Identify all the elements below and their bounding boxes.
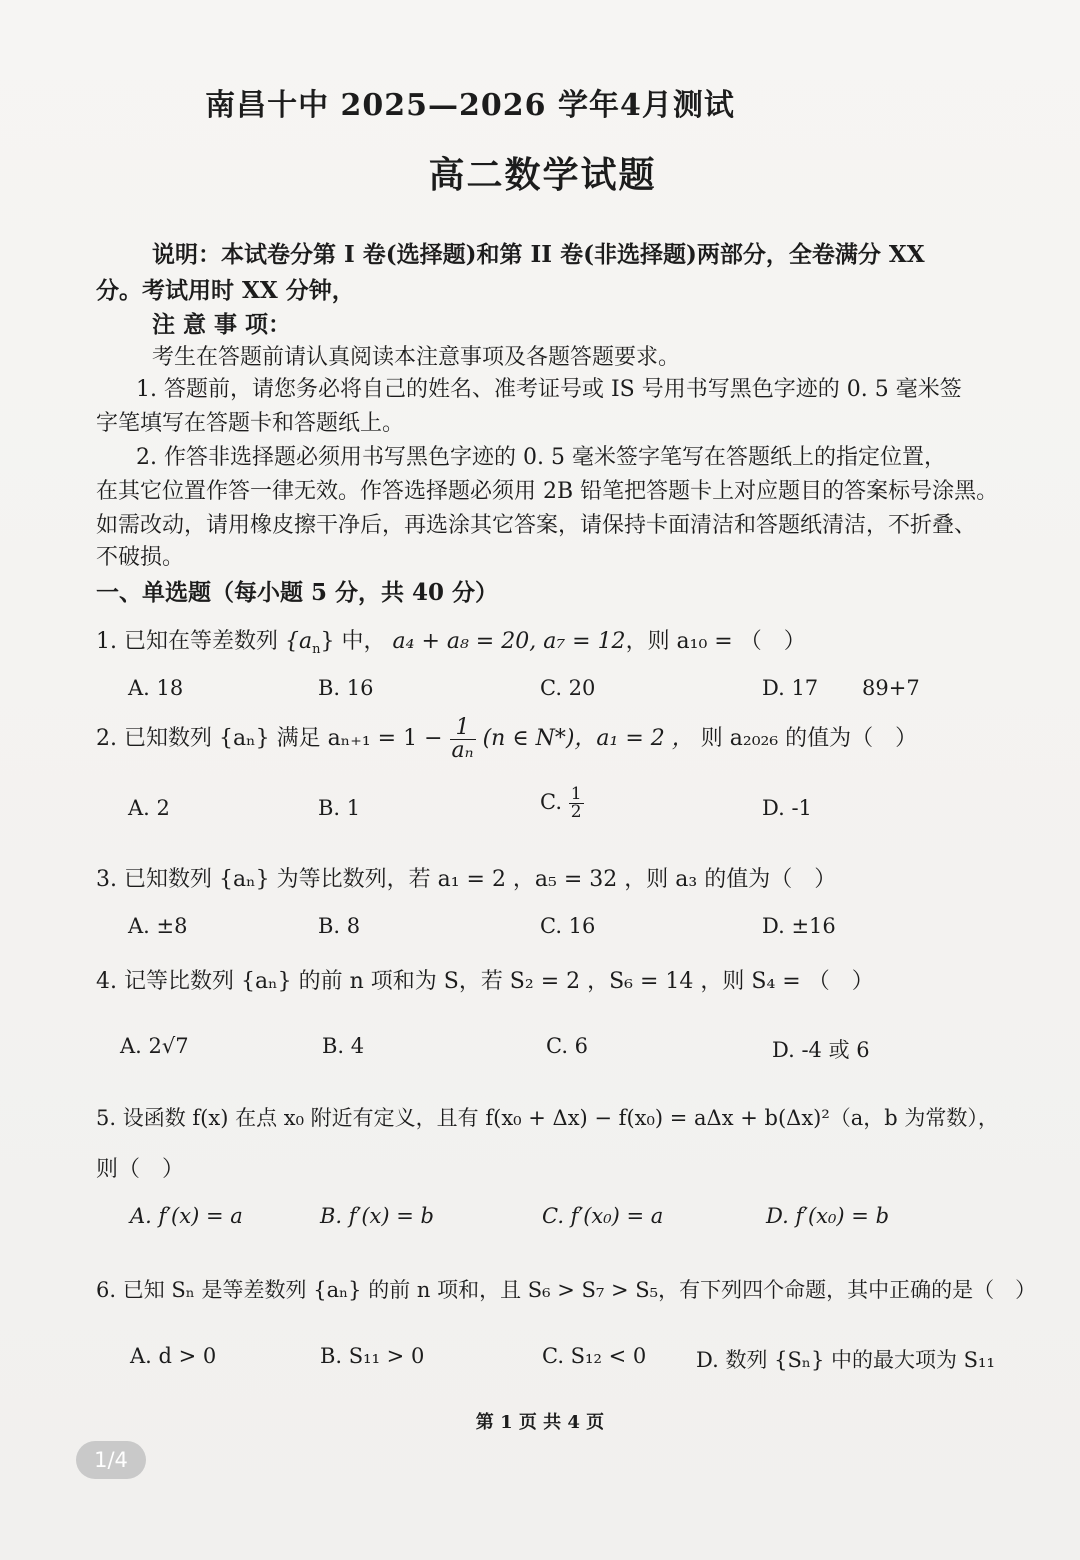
- school-line: 南昌十中 2025—2026 学年4月测试: [205, 88, 735, 123]
- question-2-tail: 则 a₂₀₂₆ 的值为（ ）: [700, 726, 918, 751]
- page-title: 高二数学试题: [428, 154, 657, 196]
- question-1-seq: {a: [285, 629, 313, 654]
- notice-item-2c: 如需改动，请用橡皮擦干净后，再选涂其它答案，请保持卡面清洁和答题纸清洁，不折叠、: [96, 513, 977, 538]
- q2-option-c: C. $\frac{1}{2}$: [540, 784, 582, 822]
- instruction-line-3: 考生在答题前请认真阅读本注意事项及各题答题要求。: [152, 345, 681, 370]
- question-4: 4. 记等比数列 {aₙ} 的前 n 项和为 S，若 S₂ = 2 ，S₆ = 14 ，则 S₄ = （ ）: [96, 969, 874, 994]
- q5-option-d: D. f′(x₀) = b: [766, 1204, 890, 1228]
- q1-option-d: D. 17: [762, 676, 819, 700]
- question-5-line-2: 则（ ）: [96, 1157, 185, 1182]
- q2-option-b: B. 1: [318, 796, 361, 820]
- q3-option-a: A. ±8: [128, 914, 188, 938]
- q5-option-a: A. f′(x) = a: [130, 1204, 243, 1228]
- instruction-line-2: 分。考试用时 XX 分钟，: [96, 277, 355, 304]
- question-1-mid: } 中，: [320, 629, 386, 654]
- notice-title: 注 意 事 项：: [152, 311, 292, 338]
- question-5: 5. 设函数 f(x) 在点 x₀ 附近有定义，且有 f(x₀ + Δx) − f(x₀) = aΔx + b(Δx)²（a，b 为常数），: [96, 1106, 999, 1130]
- q3-option-c: C. 16: [540, 914, 596, 938]
- question-1-seq-sub: n: [312, 642, 321, 657]
- q1-option-c: C. 20: [540, 676, 596, 700]
- question-2-number: 2.: [96, 726, 117, 751]
- question-2: [96, 716, 917, 762]
- q1-option-b: B. 16: [318, 676, 374, 700]
- question-1-text: 已知在等差数列: [124, 629, 279, 654]
- q1-option-a: A. 18: [128, 676, 184, 700]
- question-1: [96, 624, 806, 657]
- q4-option-b: B. 4: [322, 1034, 365, 1058]
- q4-option-a: A. 2√7: [120, 1034, 189, 1058]
- notice-item-2a: 2. 作答非选择题必须用书写黑色字迹的 0. 5 毫米签字笔写在答题纸上的指定位置，: [136, 445, 946, 470]
- q5-option-c: C. f′(x₀) = a: [542, 1204, 664, 1228]
- handwritten-note: 89+7: [862, 676, 920, 700]
- section-heading: 一、单选题（每小题 5 分，共 40 分）: [96, 579, 499, 606]
- q6-option-b: B. S₁₁ > 0: [320, 1344, 425, 1368]
- page-footer: 第 1 页 共 4 页: [475, 1412, 605, 1433]
- notice-item-2b: 在其它位置作答一律无效。作答选择题必须用 2B 铅笔把答题卡上对应题目的答案标号涂黑。: [96, 479, 999, 504]
- question-3: 3. 已知数列 {aₙ} 为等比数列，若 a₁ = 2 ，a₅ = 32 ，则 a₃ 的值为（ ）: [96, 867, 837, 892]
- notice-item-1a: 1. 答题前，请您务必将自己的姓名、准考证号或 IS 号用书写黑色字迹的 0. 5 毫米签: [136, 377, 962, 402]
- q6-option-a: A. d > 0: [130, 1344, 217, 1368]
- notice-item-2d: 不破损。: [96, 545, 185, 570]
- question-2-fraction: $\frac{1}{\text{aₙ}}$: [451, 714, 474, 763]
- question-1-tail: ，则 a₁₀ = （ ）: [625, 629, 806, 654]
- q2-option-a: A. 2: [128, 796, 170, 820]
- q2-option-d: D. -1: [762, 796, 812, 820]
- q6-option-c: C. S₁₂ < 0: [542, 1344, 647, 1368]
- question-1-number: 1.: [96, 629, 117, 654]
- q6-option-d: D. 数列 {Sₙ} 中的最大项为 S₁₁: [696, 1348, 995, 1372]
- q3-option-d: D. ±16: [762, 914, 836, 938]
- q4-option-c: C. 6: [546, 1034, 589, 1058]
- question-1-condition: a₄ + a₈ = 20, a₇ = 12: [392, 629, 626, 654]
- page-indicator[interactable]: 1/4: [76, 1441, 146, 1479]
- instruction-line-1: 说明：本试卷分第 I 卷(选择题)和第 II 卷(非选择题)两部分，全卷满分 XX: [152, 241, 925, 268]
- q4-option-d: D. -4 或 6: [772, 1038, 870, 1062]
- q3-option-b: B. 8: [318, 914, 361, 938]
- q5-option-b: B. f′(x) = b: [320, 1204, 434, 1228]
- question-6: 6. 已知 Sₙ 是等差数列 {aₙ} 的前 n 项和，且 S₆ > S₇ > S₅，有下列四个命题，其中正确的是（ ）: [96, 1278, 1037, 1302]
- notice-item-1b: 字笔填写在答题卡和答题纸上。: [96, 411, 405, 436]
- question-2-text: 已知数列 {aₙ} 满足 aₙ₊₁ = 1 −: [124, 726, 443, 751]
- question-2-condition: (n ∈ N*)，a₁ = 2 ，: [482, 726, 694, 751]
